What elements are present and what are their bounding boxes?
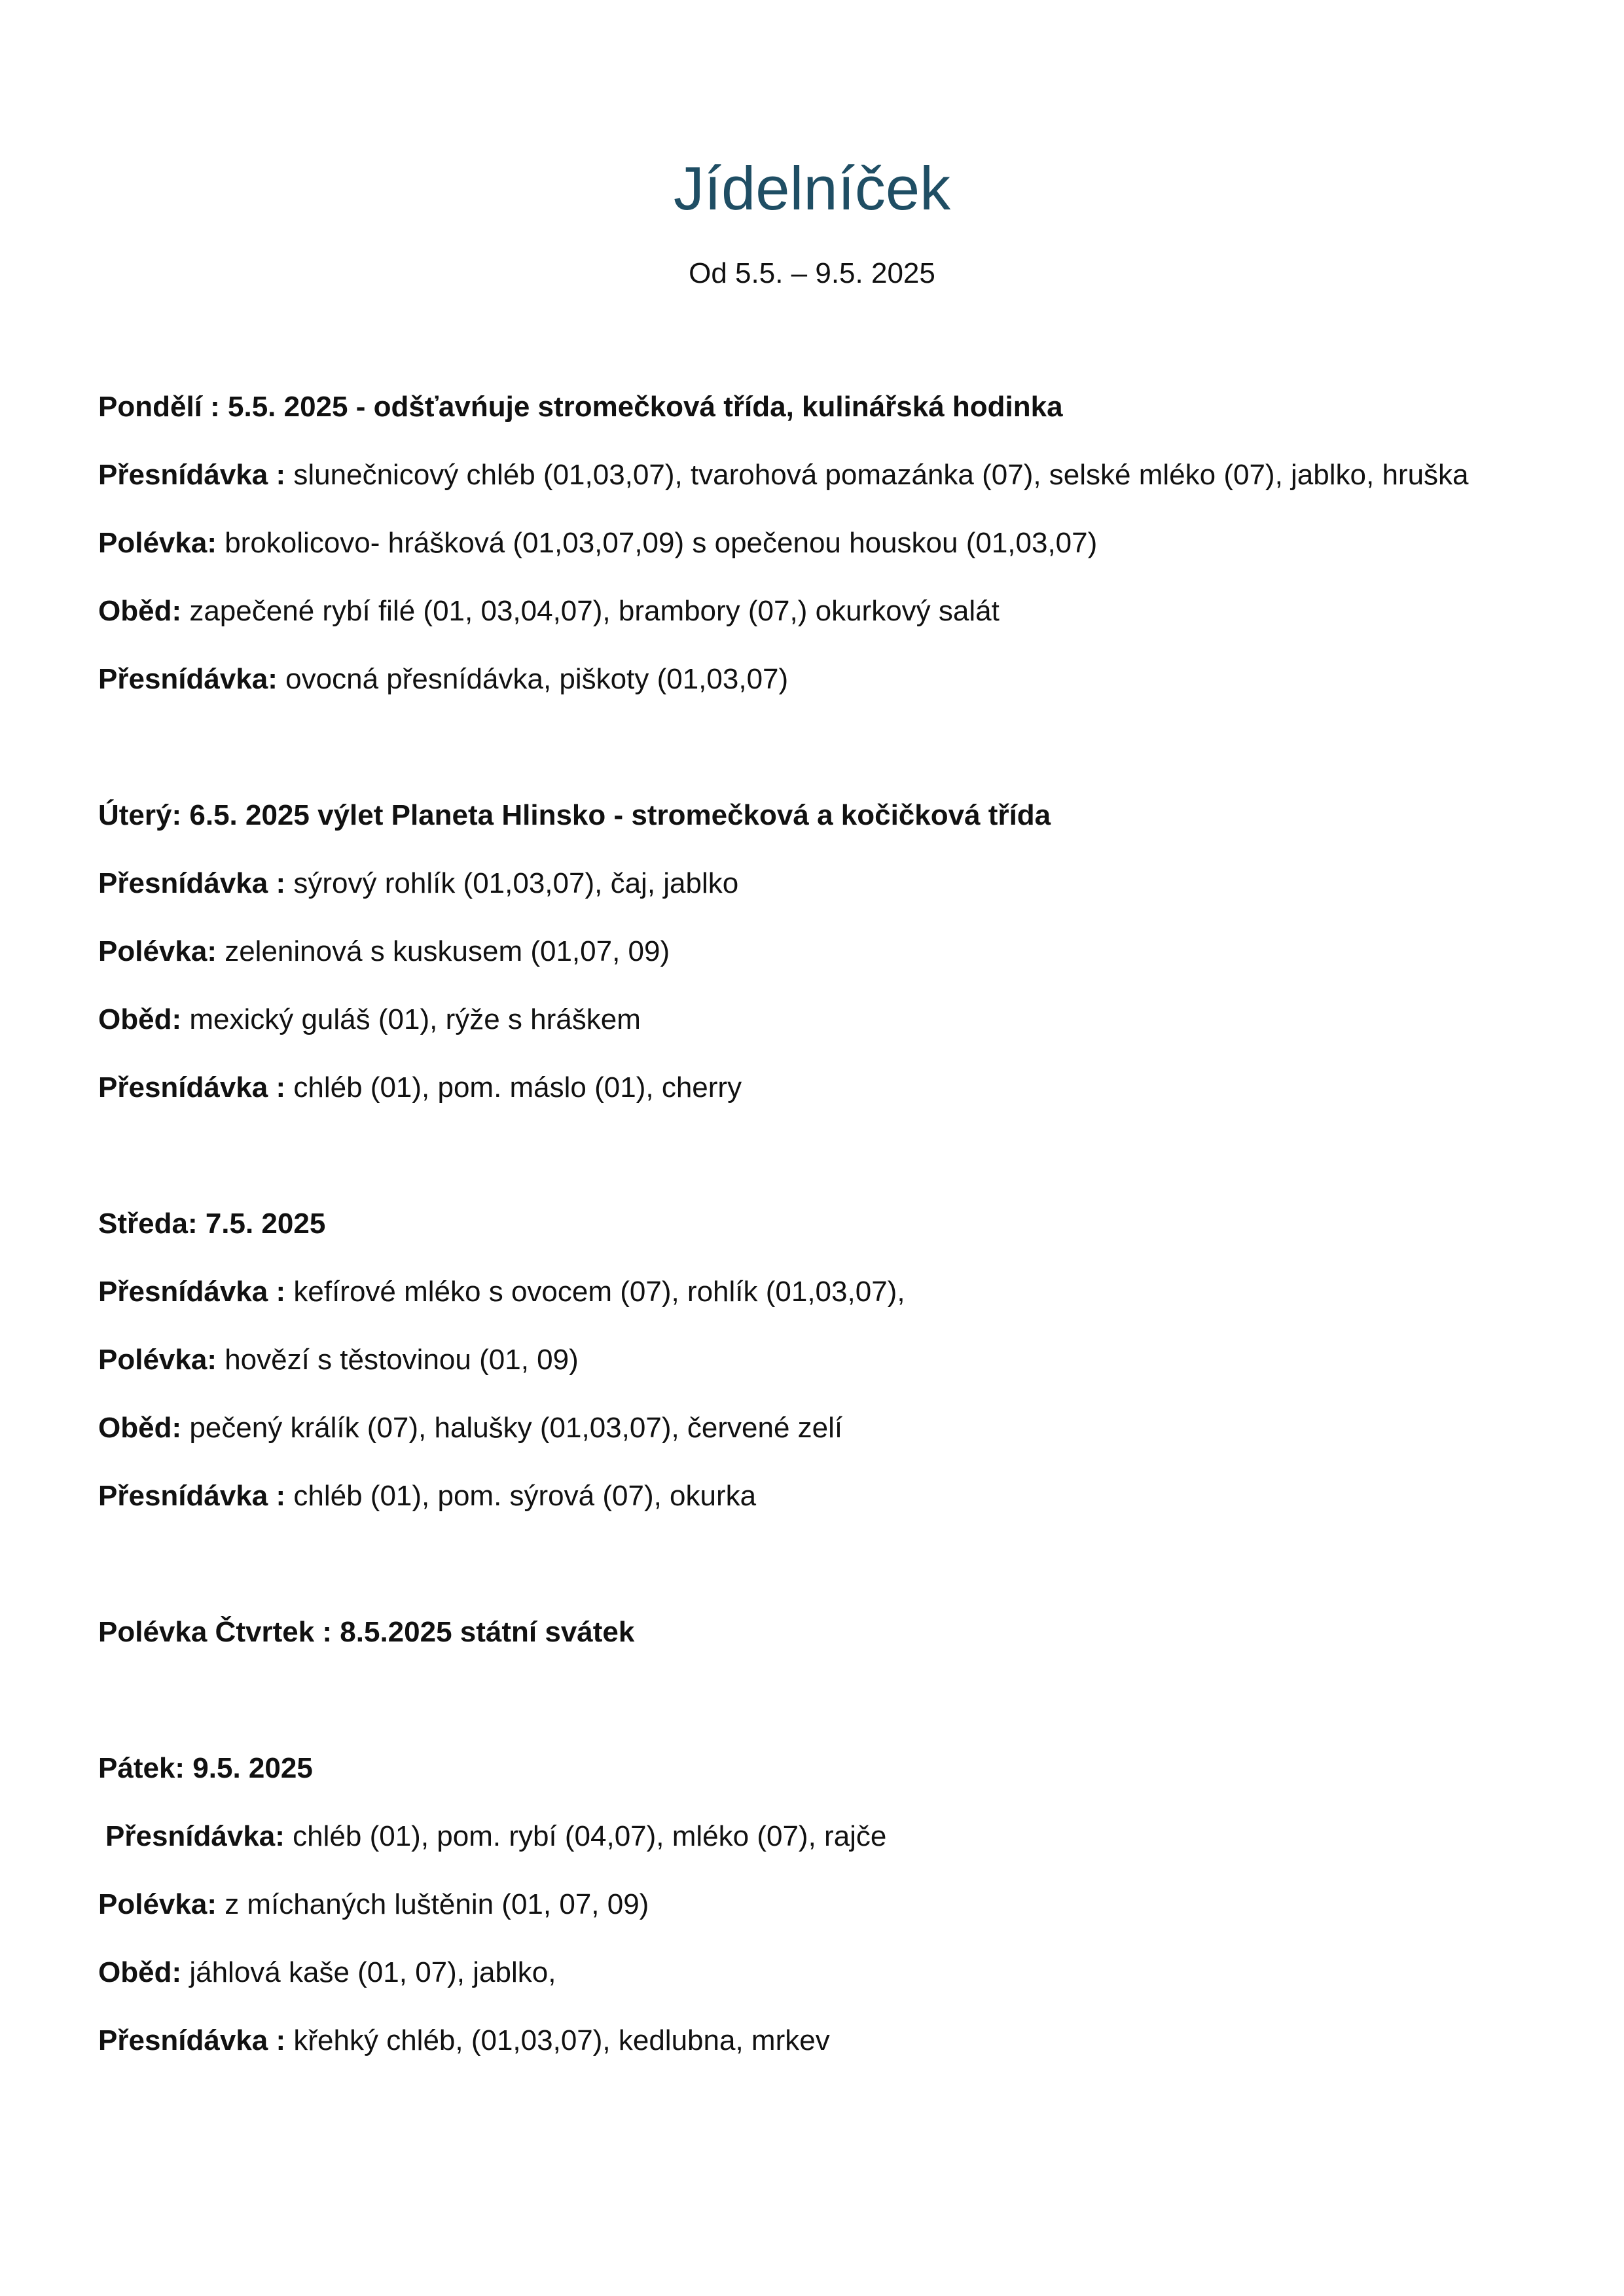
- menu-item-label: Oběd:: [98, 1956, 182, 1988]
- menu-item-label: Přesnídávka :: [98, 459, 286, 491]
- menu-item-text: z míchaných luštěnin (01, 07, 09): [216, 1888, 649, 1920]
- day-heading-monday: Pondělí : 5.5. 2025 - odšťavńuje stromečková třída, kulinářská hodinka: [98, 391, 1063, 423]
- menu-item-monday-snack-afternoon: [98, 660, 1538, 699]
- menu-item-text: chléb (01), pom. rybí (04,07), mléko (07), rajče: [284, 1820, 887, 1852]
- menu-item-text: kefírové mléko s ovocem (07), rohlík (01,03,07),: [285, 1276, 905, 1308]
- menu-item-label: Polévka:: [98, 935, 217, 967]
- menu-item-tuesday-soup: [98, 932, 1538, 971]
- menu-item-wednesday-snack-afternoon: [98, 1477, 1538, 1516]
- menu-item-friday-lunch: [98, 1953, 1538, 1992]
- menu-item-label: Oběd:: [98, 595, 182, 627]
- menu-item-wednesday-lunch: [98, 1408, 1538, 1448]
- menu-item-label: Přesnídávka :: [98, 1071, 286, 1103]
- day-heading-friday: Pátek: 9.5. 2025: [98, 1752, 313, 1784]
- menu-item-label: Oběd:: [98, 1003, 182, 1035]
- menu-item-tuesday-lunch: [98, 1000, 1538, 1039]
- menu-item-text: zapečené rybí filé (01, 03,04,07), brambory (07,) okurkový salát: [181, 595, 1000, 627]
- day-heading-tuesday: Úterý: 6.5. 2025 výlet Planeta Hlinsko - stromečková a kočičková třída: [98, 799, 1051, 831]
- menu-item-friday-snack-morning: [105, 1817, 1545, 1856]
- menu-item-label: Přesnídávka :: [98, 867, 286, 899]
- document-title: Jídelníček: [673, 154, 951, 223]
- menu-item-monday-soup: [98, 524, 1538, 563]
- menu-item-friday-soup: [98, 1885, 1538, 1924]
- menu-item-label: Polévka:: [98, 1344, 217, 1376]
- menu-item-wednesday-snack-morning: [98, 1272, 1538, 1312]
- menu-item-text: brokolicovo- hrášková (01,03,07,09) s opečenou houskou (01,03,07): [216, 527, 1098, 559]
- menu-item-text: hovězí s těstovinou (01, 09): [216, 1344, 579, 1376]
- menu-item-text: mexický guláš (01), rýže s hráškem: [181, 1003, 641, 1035]
- menu-item-text: slunečnicový chléb (01,03,07), tvarohová pomazánka (07), selské mléko (07), jablko, hruška: [285, 459, 1469, 491]
- menu-item-text: ovocná přesnídávka, piškoty (01,03,07): [277, 663, 789, 695]
- menu-item-tuesday-snack-afternoon: [98, 1068, 1538, 1107]
- menu-item-text: zeleninová s kuskusem (01,07, 09): [216, 935, 670, 967]
- menu-item-wednesday-soup: [98, 1340, 1538, 1380]
- menu-item-tuesday-snack-morning: [98, 864, 1538, 903]
- menu-item-label: Přesnídávka :: [98, 1276, 286, 1308]
- day-heading-thursday: Polévka Čtvrtek : 8.5.2025 státní svátek: [98, 1616, 635, 1648]
- menu-item-text: chléb (01), pom. máslo (01), cherry: [285, 1071, 742, 1103]
- day-heading-wednesday: Středa: 7.5. 2025: [98, 1208, 326, 1240]
- menu-item-text: pečený králík (07), halušky (01,03,07), červené zelí: [181, 1412, 843, 1444]
- menu-item-label: Přesnídávka :: [98, 1480, 286, 1512]
- menu-item-label: Přesnídávka:: [98, 663, 278, 695]
- menu-item-label: Přesnídávka :: [98, 2024, 286, 2056]
- menu-item-text: jáhlová kaše (01, 07), jablko,: [181, 1956, 556, 1988]
- menu-item-label: Přesnídávka:: [105, 1820, 285, 1852]
- date-range-subtitle: Od 5.5. – 9.5. 2025: [689, 257, 935, 289]
- menu-item-monday-snack-morning: [98, 456, 1538, 495]
- menu-item-text: chléb (01), pom. sýrová (07), okurka: [285, 1480, 757, 1512]
- menu-item-text: sýrový rohlík (01,03,07), čaj, jablko: [285, 867, 739, 899]
- menu-item-label: Oběd:: [98, 1412, 182, 1444]
- menu-item-text: křehký chléb, (01,03,07), kedlubna, mrkev: [285, 2024, 830, 2056]
- menu-item-label: Polévka:: [98, 1888, 217, 1920]
- menu-item-monday-lunch: [98, 592, 1538, 631]
- menu-item-friday-snack-afternoon: [98, 2021, 1538, 2060]
- menu-item-label: Polévka:: [98, 527, 217, 559]
